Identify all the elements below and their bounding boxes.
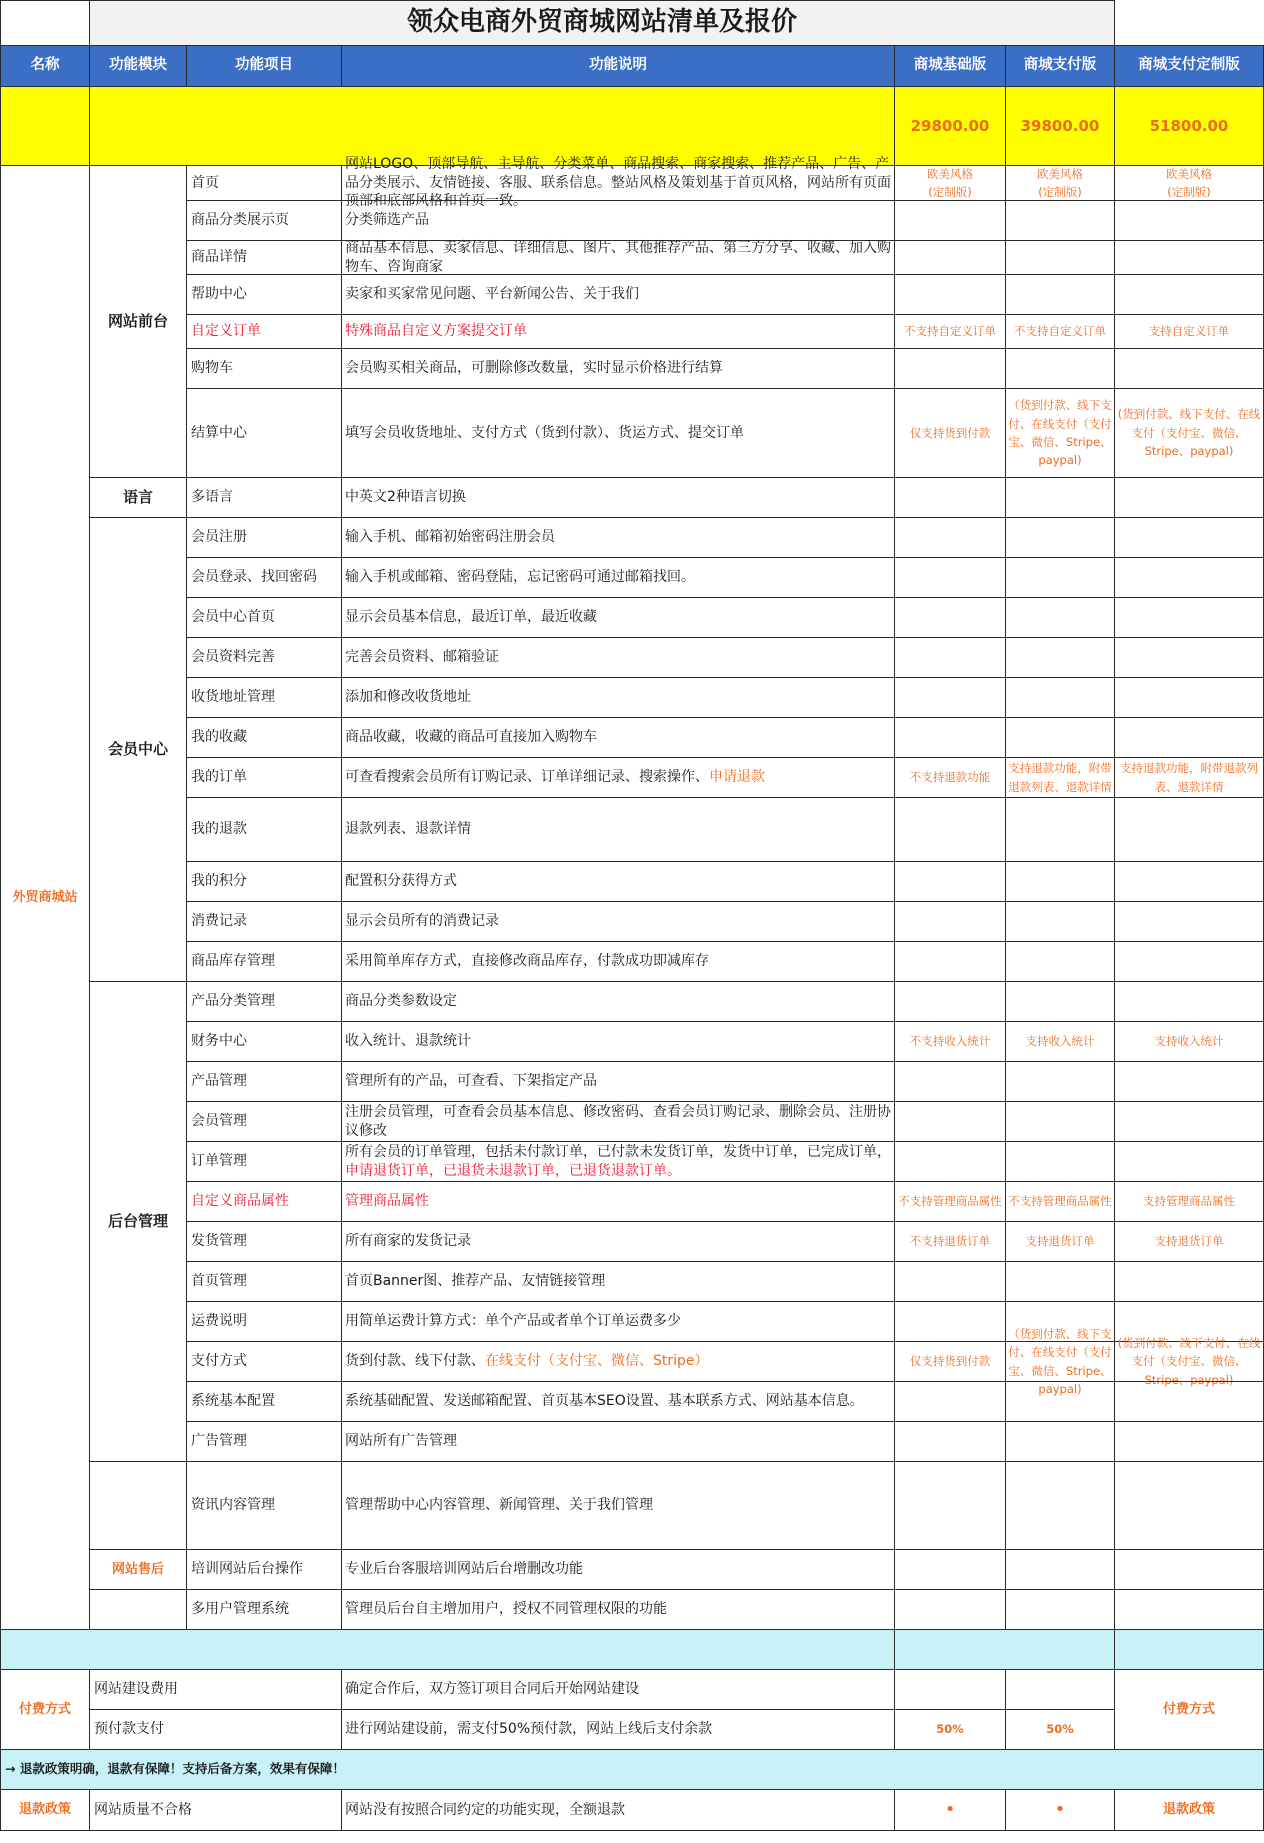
feature-v3 bbox=[1114, 597, 1264, 638]
feature-desc-main: 网站LOGO、顶部导航、主导航、分类菜单、商品搜索、商家搜索、推荐产品、广告、产品分类展示、友情链接、客服、联系信息。整站风格及策划基于首页风格，网站所有页面顶部和底部风格和首页一致。 bbox=[345, 155, 891, 210]
feature-v1: 不支持退货订单 bbox=[894, 1221, 1006, 1262]
feature-name: 消费记录 bbox=[186, 901, 342, 942]
feature-desc bbox=[341, 981, 895, 1022]
feature-name: 会员管理 bbox=[186, 1101, 342, 1142]
feature-desc bbox=[341, 861, 895, 902]
feature-v1 bbox=[894, 1061, 1006, 1102]
sheet-title: 领众电商外贸商城网站清单及报价 bbox=[89, 0, 1115, 46]
feature-v3 bbox=[1114, 1461, 1264, 1550]
feature-v3 bbox=[1114, 637, 1264, 678]
feature-desc-main: 用简单运费计算方式：单个产品或者单个订单运费多少 bbox=[345, 1313, 681, 1330]
feature-desc-main: 商品分类参数设定 bbox=[345, 993, 457, 1010]
feature-desc bbox=[341, 1221, 895, 1262]
feature-desc-main: 采用简单库存方式，直接修改商品库存，付款成功即减库存 bbox=[345, 953, 709, 970]
feature-desc-text bbox=[345, 424, 744, 443]
feature-v3 bbox=[1114, 517, 1264, 558]
feature-desc bbox=[341, 155, 895, 210]
header-v3: 商城支付定制版 bbox=[1114, 45, 1264, 87]
feature-v1: 不支持管理商品属性 bbox=[894, 1181, 1006, 1222]
feature-v1 bbox=[894, 941, 1006, 982]
feature-desc bbox=[341, 717, 895, 758]
feature-v1 bbox=[894, 240, 1006, 275]
feature-v3 bbox=[1114, 477, 1264, 518]
feature-desc bbox=[341, 388, 895, 478]
feature-desc-main: 配置积分获得方式 bbox=[345, 873, 457, 890]
separator-band bbox=[1114, 1629, 1264, 1670]
feature-desc-text bbox=[345, 1496, 653, 1515]
feature-v2 bbox=[1005, 717, 1115, 758]
feature-desc-text bbox=[345, 359, 723, 378]
feature-v3 bbox=[1114, 717, 1264, 758]
feature-v1 bbox=[894, 1421, 1006, 1462]
feature-v3: 支持退款功能，附带退款列表、退款详情 bbox=[1114, 757, 1264, 798]
feature-name: 购物车 bbox=[186, 348, 342, 389]
payment-v2: 50% bbox=[1005, 1709, 1115, 1750]
feature-name: 会员注册 bbox=[186, 517, 342, 558]
feature-v2: 不支持自定义订单 bbox=[1005, 314, 1115, 349]
feature-desc-text bbox=[345, 992, 457, 1011]
feature-v3: 欧美风格 (定制版) bbox=[1114, 165, 1264, 201]
feature-v2: （货到付款、线下支付、在线支付（支付宝、微信、Stripe、paypal) bbox=[1005, 388, 1115, 478]
feature-desc-main: 商品收藏，收藏的商品可直接加入购物车 bbox=[345, 729, 597, 746]
feature-v2 bbox=[1005, 1589, 1115, 1630]
module-admin: 后台管理 bbox=[89, 981, 187, 1462]
feature-desc-text bbox=[345, 820, 471, 839]
feature-desc-text bbox=[345, 285, 639, 304]
feature-name: 产品分类管理 bbox=[186, 981, 342, 1022]
feature-desc-main: 分类筛选产品 bbox=[345, 212, 429, 229]
feature-v2: 支持退款功能，附带退款列表、退款详情 bbox=[1005, 757, 1115, 798]
feature-v2 bbox=[1005, 1101, 1115, 1142]
feature-desc bbox=[341, 1141, 895, 1182]
feature-desc-main: 会员购买相关商品，可删除修改数量，实时显示价格进行结算 bbox=[345, 360, 723, 377]
feature-name: 首页管理 bbox=[186, 1261, 342, 1302]
feature-desc-text bbox=[345, 1312, 681, 1331]
payment-v1 bbox=[894, 1669, 1006, 1710]
feature-v1: 不支持自定义订单 bbox=[894, 314, 1006, 349]
feature-desc-main: 首页Banner图、推荐产品、友情链接管理 bbox=[345, 1273, 606, 1290]
payment-item-name: 网站建设费用 bbox=[89, 1669, 342, 1710]
feature-desc-main: 所有商家的发货记录 bbox=[345, 1233, 471, 1250]
payment-label: 付费方式 bbox=[0, 1669, 90, 1750]
feature-v3: 支持收入统计 bbox=[1114, 1021, 1264, 1062]
feature-desc bbox=[341, 1421, 895, 1462]
feature-v1: 仅支持货到付款 bbox=[894, 388, 1006, 478]
feature-desc-text bbox=[345, 1103, 891, 1141]
feature-desc-main: 卖家和买家常见问题、平台新闻公告、关于我们 bbox=[345, 286, 639, 303]
feature-desc bbox=[341, 557, 895, 598]
price-row-blank-name bbox=[0, 86, 90, 166]
feature-name: 我的订单 bbox=[186, 757, 342, 798]
feature-v3 bbox=[1114, 1381, 1264, 1422]
feature-desc-text bbox=[345, 1560, 583, 1579]
feature-desc bbox=[341, 200, 895, 241]
feature-name: 商品详情 bbox=[186, 240, 342, 275]
feature-desc-text bbox=[345, 1072, 597, 1091]
feature-desc-text bbox=[345, 912, 499, 931]
feature-v3 bbox=[1114, 981, 1264, 1022]
feature-name: 财务中心 bbox=[186, 1021, 342, 1062]
feature-v1: 不支持收入统计 bbox=[894, 1021, 1006, 1062]
refund-item-desc: 网站没有按照合同约定的功能实现，全额退款 bbox=[341, 1789, 895, 1831]
title-corner bbox=[0, 0, 90, 46]
feature-desc-text bbox=[345, 1192, 429, 1211]
feature-desc-main: 管理商品属性 bbox=[345, 1193, 429, 1210]
module-member: 会员中心 bbox=[89, 517, 187, 982]
feature-v2 bbox=[1005, 941, 1115, 982]
header-module: 功能模块 bbox=[89, 45, 187, 87]
feature-v3 bbox=[1114, 941, 1264, 982]
feature-v1 bbox=[894, 1101, 1006, 1142]
feature-desc bbox=[341, 1101, 895, 1142]
feature-desc-text bbox=[345, 608, 597, 627]
feature-v1 bbox=[894, 274, 1006, 315]
feature-v1 bbox=[894, 1461, 1006, 1550]
feature-name: 支付方式 bbox=[186, 1341, 342, 1382]
module-blank bbox=[89, 1461, 187, 1550]
header-desc: 功能说明 bbox=[341, 45, 895, 87]
price-v3: 51800.00 bbox=[1114, 86, 1264, 166]
feature-v3 bbox=[1114, 1421, 1264, 1462]
feature-v1 bbox=[894, 861, 1006, 902]
feature-desc-main: 系统基础配置、发送邮箱配置、首页基本SEO设置、基本联系方式、网站基本信息。 bbox=[345, 1393, 864, 1410]
feature-v2 bbox=[1005, 1061, 1115, 1102]
feature-desc-text bbox=[345, 1272, 605, 1291]
feature-desc-main: 收入统计、退款统计 bbox=[345, 1033, 471, 1050]
feature-v1 bbox=[894, 637, 1006, 678]
payment-v1: 50% bbox=[894, 1709, 1006, 1750]
feature-desc bbox=[341, 1181, 895, 1222]
feature-desc-main: 注册会员管理，可查看会员基本信息、修改密码、查看会员订购记录、删除会员、注册协议修改 bbox=[345, 1103, 891, 1139]
feature-v2 bbox=[1005, 274, 1115, 315]
feature-desc-main: 可查看搜索会员所有订购记录、订单详细记录、搜索操作、 bbox=[345, 769, 709, 786]
feature-desc-text bbox=[345, 1352, 709, 1371]
feature-v1 bbox=[894, 677, 1006, 718]
payment-method-label: 付费方式 bbox=[1114, 1669, 1264, 1750]
feature-name: 结算中心 bbox=[186, 388, 342, 478]
feature-v3 bbox=[1114, 677, 1264, 718]
feature-desc bbox=[341, 1589, 895, 1630]
separator-band bbox=[0, 1629, 895, 1670]
price-v1: 29800.00 bbox=[894, 86, 1006, 166]
header-name: 名称 bbox=[0, 45, 90, 87]
feature-desc bbox=[341, 1461, 895, 1550]
feature-v1 bbox=[894, 348, 1006, 389]
feature-desc-main: 专业后台客服培训网站后台增删改功能 bbox=[345, 1561, 583, 1578]
feature-v1 bbox=[894, 1261, 1006, 1302]
feature-desc bbox=[341, 1381, 895, 1422]
refund-policy-note: → 退款政策明确，退款有保障！支持后备方案，效果有保障！ bbox=[0, 1749, 1264, 1790]
feature-desc-text bbox=[345, 1232, 471, 1251]
feature-desc-main: 特殊商品自定义方案提交订单 bbox=[345, 323, 527, 340]
feature-v2 bbox=[1005, 1549, 1115, 1590]
feature-name: 资讯内容管理 bbox=[186, 1461, 342, 1550]
feature-v3: (货到付款、线下支付、在线支付（支付宝、微信、Stripe、paypal) bbox=[1114, 1341, 1264, 1382]
feature-desc bbox=[341, 314, 895, 349]
feature-v1 bbox=[894, 1141, 1006, 1182]
feature-v2 bbox=[1005, 517, 1115, 558]
feature-v2 bbox=[1005, 1381, 1115, 1422]
feature-v3: 支持自定义订单 bbox=[1114, 314, 1264, 349]
feature-desc-main: 管理员后台自主增加用户，授权不同管理权限的功能 bbox=[345, 1601, 667, 1618]
separator-band bbox=[894, 1629, 1115, 1670]
feature-desc-text bbox=[345, 568, 695, 587]
feature-v2 bbox=[1005, 1461, 1115, 1550]
feature-v2 bbox=[1005, 1141, 1115, 1182]
feature-desc-text bbox=[345, 1600, 667, 1619]
feature-v3 bbox=[1114, 1261, 1264, 1302]
feature-desc bbox=[341, 240, 895, 275]
feature-desc bbox=[341, 348, 895, 389]
refund-item-name: 网站质量不合格 bbox=[89, 1789, 342, 1831]
feature-v1 bbox=[894, 557, 1006, 598]
feature-desc bbox=[341, 1061, 895, 1102]
feature-desc-main: 所有会员的订单管理，包括未付款订单，已付款未发货订单，发货中订单，已完成订单， bbox=[345, 1143, 891, 1160]
module-front: 网站前台 bbox=[89, 165, 187, 478]
feature-desc-text bbox=[345, 1143, 891, 1181]
feature-desc-highlight: 在线支付（支付宝、微信、Stripe） bbox=[485, 1353, 709, 1370]
header-item: 功能项目 bbox=[186, 45, 342, 87]
feature-v3 bbox=[1114, 1101, 1264, 1142]
feature-v2 bbox=[1005, 1261, 1115, 1302]
feature-desc-text bbox=[345, 211, 429, 230]
feature-desc bbox=[341, 901, 895, 942]
feature-v2 bbox=[1005, 1421, 1115, 1462]
feature-name: 发货管理 bbox=[186, 1221, 342, 1262]
feature-v1 bbox=[894, 1589, 1006, 1630]
feature-name: 产品管理 bbox=[186, 1061, 342, 1102]
feature-desc-main: 中英文2种语言切换 bbox=[345, 489, 466, 506]
feature-desc-text bbox=[345, 322, 527, 341]
module-lang: 语言 bbox=[89, 477, 187, 518]
feature-v1 bbox=[894, 901, 1006, 942]
feature-desc bbox=[341, 1341, 895, 1382]
category-label: 外贸商城站 bbox=[0, 165, 90, 1630]
feature-v3 bbox=[1114, 797, 1264, 862]
feature-v1 bbox=[894, 477, 1006, 518]
feature-v1: 仅支持货到付款 bbox=[894, 1341, 1006, 1382]
feature-desc-main: 输入手机或邮箱、密码登陆，忘记密码可通过邮箱找回。 bbox=[345, 569, 695, 586]
refund-v2-bullet: • bbox=[1005, 1789, 1115, 1831]
feature-name: 运费说明 bbox=[186, 1301, 342, 1342]
feature-desc bbox=[341, 757, 895, 798]
feature-v2 bbox=[1005, 557, 1115, 598]
feature-v2 bbox=[1005, 240, 1115, 275]
feature-v3 bbox=[1114, 200, 1264, 241]
feature-v1 bbox=[894, 1549, 1006, 1590]
feature-v3 bbox=[1114, 1549, 1264, 1590]
feature-v2 bbox=[1005, 348, 1115, 389]
feature-v1 bbox=[894, 1301, 1006, 1342]
feature-desc bbox=[341, 1301, 895, 1342]
refund-policy-label: 退款政策 bbox=[1114, 1789, 1264, 1831]
feature-desc-text bbox=[345, 648, 499, 667]
feature-desc bbox=[341, 797, 895, 862]
feature-desc-main: 商品基本信息、卖家信息、详细信息、图片、其他推荐产品、第三方分享、收藏、加入购物车、咨询商家 bbox=[345, 239, 891, 275]
feature-v2: 支持收入统计 bbox=[1005, 1021, 1115, 1062]
feature-name: 我的收藏 bbox=[186, 717, 342, 758]
feature-name: 多语言 bbox=[186, 477, 342, 518]
feature-v1 bbox=[894, 517, 1006, 558]
payment-item-name: 预付款支付 bbox=[89, 1709, 342, 1750]
feature-v2 bbox=[1005, 677, 1115, 718]
feature-v2 bbox=[1005, 200, 1115, 241]
feature-desc-main: 管理所有的产品，可查看、下架指定产品 bbox=[345, 1073, 597, 1090]
feature-name: 我的退款 bbox=[186, 797, 342, 862]
module-after-sale: 网站售后 bbox=[89, 1549, 187, 1590]
feature-desc-highlight: 申请退款 bbox=[709, 769, 765, 786]
feature-v2 bbox=[1005, 477, 1115, 518]
feature-desc-text bbox=[345, 688, 471, 707]
payment-item-desc: 确定合作后，双方签订项目合同后开始网站建设 bbox=[341, 1669, 895, 1710]
feature-desc bbox=[341, 677, 895, 718]
feature-v1 bbox=[894, 717, 1006, 758]
feature-desc-main: 管理帮助中心内容管理、新闻管理、关于我们管理 bbox=[345, 1497, 653, 1514]
feature-name: 会员中心首页 bbox=[186, 597, 342, 638]
feature-v2 bbox=[1005, 597, 1115, 638]
feature-v3 bbox=[1114, 240, 1264, 275]
price-v2: 39800.00 bbox=[1005, 86, 1115, 166]
feature-desc-main: 输入手机、邮箱初始密码注册会员 bbox=[345, 529, 555, 546]
feature-name: 广告管理 bbox=[186, 1421, 342, 1462]
feature-v3 bbox=[1114, 901, 1264, 942]
feature-name: 会员登录、找回密码 bbox=[186, 557, 342, 598]
feature-v3 bbox=[1114, 557, 1264, 598]
refund-v1-bullet: • bbox=[894, 1789, 1006, 1831]
module-blank bbox=[89, 1589, 187, 1630]
feature-v3: 支持管理商品属性 bbox=[1114, 1181, 1264, 1222]
feature-name: 收货地址管理 bbox=[186, 677, 342, 718]
feature-desc-main: 填写会员收货地址、支付方式（货到付款）、货运方式、提交订单 bbox=[345, 424, 744, 441]
feature-desc-text bbox=[345, 1032, 471, 1051]
feature-v1 bbox=[894, 597, 1006, 638]
feature-v1: 欧美风格 (定制版) bbox=[894, 165, 1006, 201]
feature-v3: (货到付款、线下支付、在线支付（支付宝、微信、Stripe、paypal) bbox=[1114, 388, 1264, 478]
feature-desc bbox=[341, 1021, 895, 1062]
feature-v3: 支持退货订单 bbox=[1114, 1221, 1264, 1262]
feature-v3 bbox=[1114, 1141, 1264, 1182]
feature-v1 bbox=[894, 797, 1006, 862]
feature-name: 培训网站后台操作 bbox=[186, 1549, 342, 1590]
feature-desc bbox=[341, 1549, 895, 1590]
feature-desc-text bbox=[345, 1392, 864, 1411]
feature-desc bbox=[341, 597, 895, 638]
feature-name: 多用户管理系统 bbox=[186, 1589, 342, 1630]
feature-v3 bbox=[1114, 348, 1264, 389]
feature-desc bbox=[341, 477, 895, 518]
feature-desc-main: 显示会员所有的消费记录 bbox=[345, 913, 499, 930]
feature-desc-red: 申请退货订单，已退货未退款订单，已退货退款订单。 bbox=[345, 1162, 681, 1179]
feature-name: 首页 bbox=[186, 165, 342, 201]
feature-v1 bbox=[894, 981, 1006, 1022]
feature-v3 bbox=[1114, 1061, 1264, 1102]
refund-label: 退款政策 bbox=[0, 1789, 90, 1831]
feature-name: 商品库存管理 bbox=[186, 941, 342, 982]
feature-desc bbox=[341, 1261, 895, 1302]
feature-v2 bbox=[1005, 861, 1115, 902]
feature-v3 bbox=[1114, 1589, 1264, 1630]
feature-name: 订单管理 bbox=[186, 1141, 342, 1182]
feature-name: 会员资料完善 bbox=[186, 637, 342, 678]
feature-name: 自定义商品属性 bbox=[186, 1181, 342, 1222]
payment-item-desc: 进行网站建设前，需支付50%预付款，网站上线后支付余款 bbox=[341, 1709, 895, 1750]
feature-v1 bbox=[894, 200, 1006, 241]
feature-desc bbox=[341, 274, 895, 315]
feature-desc-text bbox=[345, 1432, 457, 1451]
header-v2: 商城支付版 bbox=[1005, 45, 1115, 87]
feature-v2 bbox=[1005, 981, 1115, 1022]
feature-desc-main: 货到付款、线下付款、 bbox=[345, 1353, 485, 1370]
feature-v2 bbox=[1005, 797, 1115, 862]
feature-desc-main: 显示会员基本信息，最近订单，最近收藏 bbox=[345, 609, 597, 626]
feature-v1 bbox=[894, 1381, 1006, 1422]
feature-desc-text bbox=[345, 239, 891, 277]
feature-desc-text bbox=[345, 488, 466, 507]
feature-desc-main: 完善会员资料、邮箱验证 bbox=[345, 649, 499, 666]
feature-v2 bbox=[1005, 637, 1115, 678]
feature-v2: 欧美风格 (定制版) bbox=[1005, 165, 1115, 201]
feature-desc-text bbox=[345, 528, 555, 547]
feature-desc-main: 网站所有广告管理 bbox=[345, 1433, 457, 1450]
feature-desc-main: 添加和修改收货地址 bbox=[345, 689, 471, 706]
feature-desc-text bbox=[345, 952, 709, 971]
feature-desc bbox=[341, 637, 895, 678]
feature-v2 bbox=[1005, 901, 1115, 942]
feature-desc-text bbox=[345, 768, 765, 787]
feature-v3 bbox=[1114, 861, 1264, 902]
feature-desc-text bbox=[345, 728, 597, 747]
feature-desc bbox=[341, 517, 895, 558]
feature-v3 bbox=[1114, 274, 1264, 315]
feature-name: 我的积分 bbox=[186, 861, 342, 902]
feature-v1: 不支持退款功能 bbox=[894, 757, 1006, 798]
feature-v2: 支持退货订单 bbox=[1005, 1221, 1115, 1262]
feature-v2: （货到付款、线下支付、在线支付（支付宝、微信、Stripe、paypal) bbox=[1005, 1341, 1115, 1382]
payment-v2 bbox=[1005, 1669, 1115, 1710]
feature-name: 商品分类展示页 bbox=[186, 200, 342, 241]
feature-desc-main: 退款列表、退款详情 bbox=[345, 821, 471, 838]
feature-desc bbox=[341, 941, 895, 982]
feature-name: 自定义订单 bbox=[186, 314, 342, 349]
feature-desc-text bbox=[345, 872, 457, 891]
header-v1: 商城基础版 bbox=[894, 45, 1006, 87]
feature-name: 帮助中心 bbox=[186, 274, 342, 315]
feature-name: 系统基本配置 bbox=[186, 1381, 342, 1422]
feature-v2: 不支持管理商品属性 bbox=[1005, 1181, 1115, 1222]
